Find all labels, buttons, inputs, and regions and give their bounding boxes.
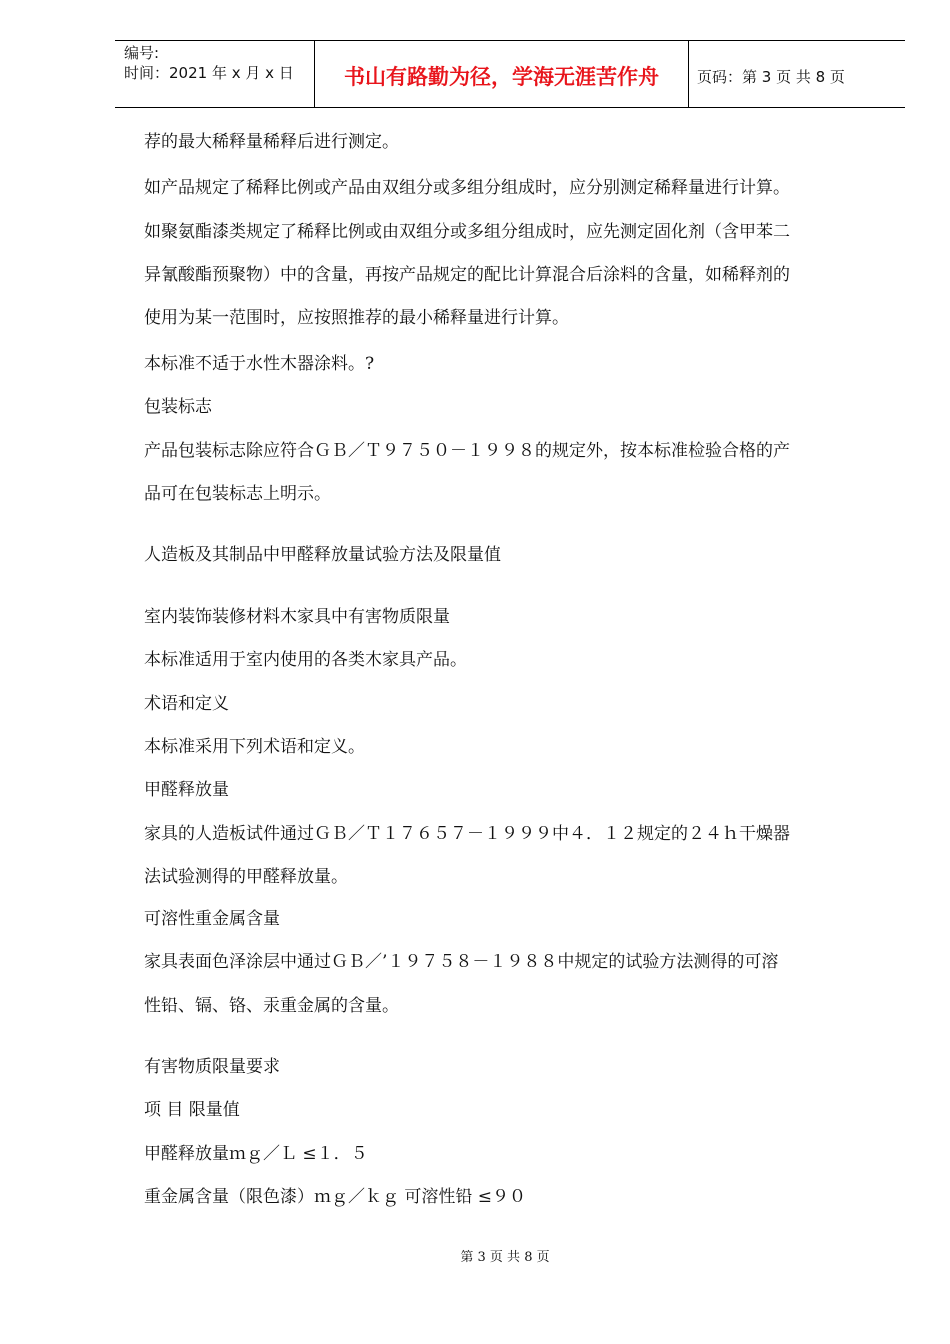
- page-footer: 第 3 页 共 8 页: [460, 1250, 550, 1265]
- header-meta: [115, 41, 315, 107]
- limit-table-header: 项 目 限量值: [144, 1100, 240, 1120]
- body-line: 家具的人造板试件通过ＧＢ／Ｔ１７６５７－１９９９中４．１２规定的２４ｈ干燥器: [144, 824, 790, 844]
- body-line: 本标准采用下列术语和定义。: [144, 737, 365, 757]
- body-line: 产品包装标志除应符合ＧＢ／Ｔ９７５０－１９９８的规定外，按本标准检验合格的产: [144, 441, 790, 461]
- body-line: 荐的最大稀释量稀释后进行测定。: [144, 132, 399, 152]
- document-date-label: 时间：2021 年 x 月 x 日: [124, 64, 294, 82]
- body-line: 本标准适用于室内使用的各类木家具产品。: [144, 650, 467, 670]
- body-line: 性铅、镉、铬、汞重金属的含量。: [144, 996, 399, 1016]
- body-line: 如聚氨酯漆类规定了稀释比例或由双组分或多组分组成时，应先测定固化剂（含甲苯二: [144, 222, 790, 242]
- section-heading: 人造板及其制品中甲醛释放量试验方法及限量值: [144, 545, 501, 565]
- body-line: 异氰酸酯预聚物）中的含量，再按产品规定的配比计算混合后涂料的含量，如稀释剂的: [144, 265, 790, 285]
- header-page-number: 页码：第 3 页 共 8 页: [697, 67, 845, 86]
- body-line: 使用为某一范围时，应按照推荐的最小稀释量进行计算。: [144, 308, 569, 328]
- header-motto: 书山有路勤为径，学海无涯苦作舟: [315, 41, 689, 107]
- body-line: 如产品规定了稀释比例或产品由双组分或多组分组成时，应分别测定稀释量进行计算。: [144, 178, 790, 198]
- section-heading: 术语和定义: [144, 694, 229, 714]
- section-heading: 甲醛释放量: [144, 780, 229, 800]
- limit-table-row: 甲醛释放量ｍｇ／Ｌ ≤１．５: [144, 1144, 368, 1164]
- page-header: [115, 40, 905, 108]
- section-heading: 有害物质限量要求: [144, 1057, 280, 1077]
- body-line: 家具表面色泽涂层中通过ＧＢ／’１９７５８－１９８８中规定的试验方法测得的可溶: [144, 952, 779, 972]
- section-heading: 室内装饰装修材料木家具中有害物质限量: [144, 607, 450, 627]
- body-line: 品可在包装标志上明示。: [144, 484, 331, 504]
- limit-table-row: 重金属含量（限色漆）ｍｇ／ｋｇ 可溶性铅 ≤９０: [144, 1187, 527, 1207]
- section-heading: 包装标志: [144, 397, 212, 417]
- document-number-label: 编号:: [124, 44, 160, 62]
- section-heading: 可溶性重金属含量: [144, 909, 280, 929]
- body-line: 法试验测得的甲醛释放量。: [144, 867, 348, 887]
- body-line: 本标准不适于水性木器涂料。?: [144, 354, 375, 374]
